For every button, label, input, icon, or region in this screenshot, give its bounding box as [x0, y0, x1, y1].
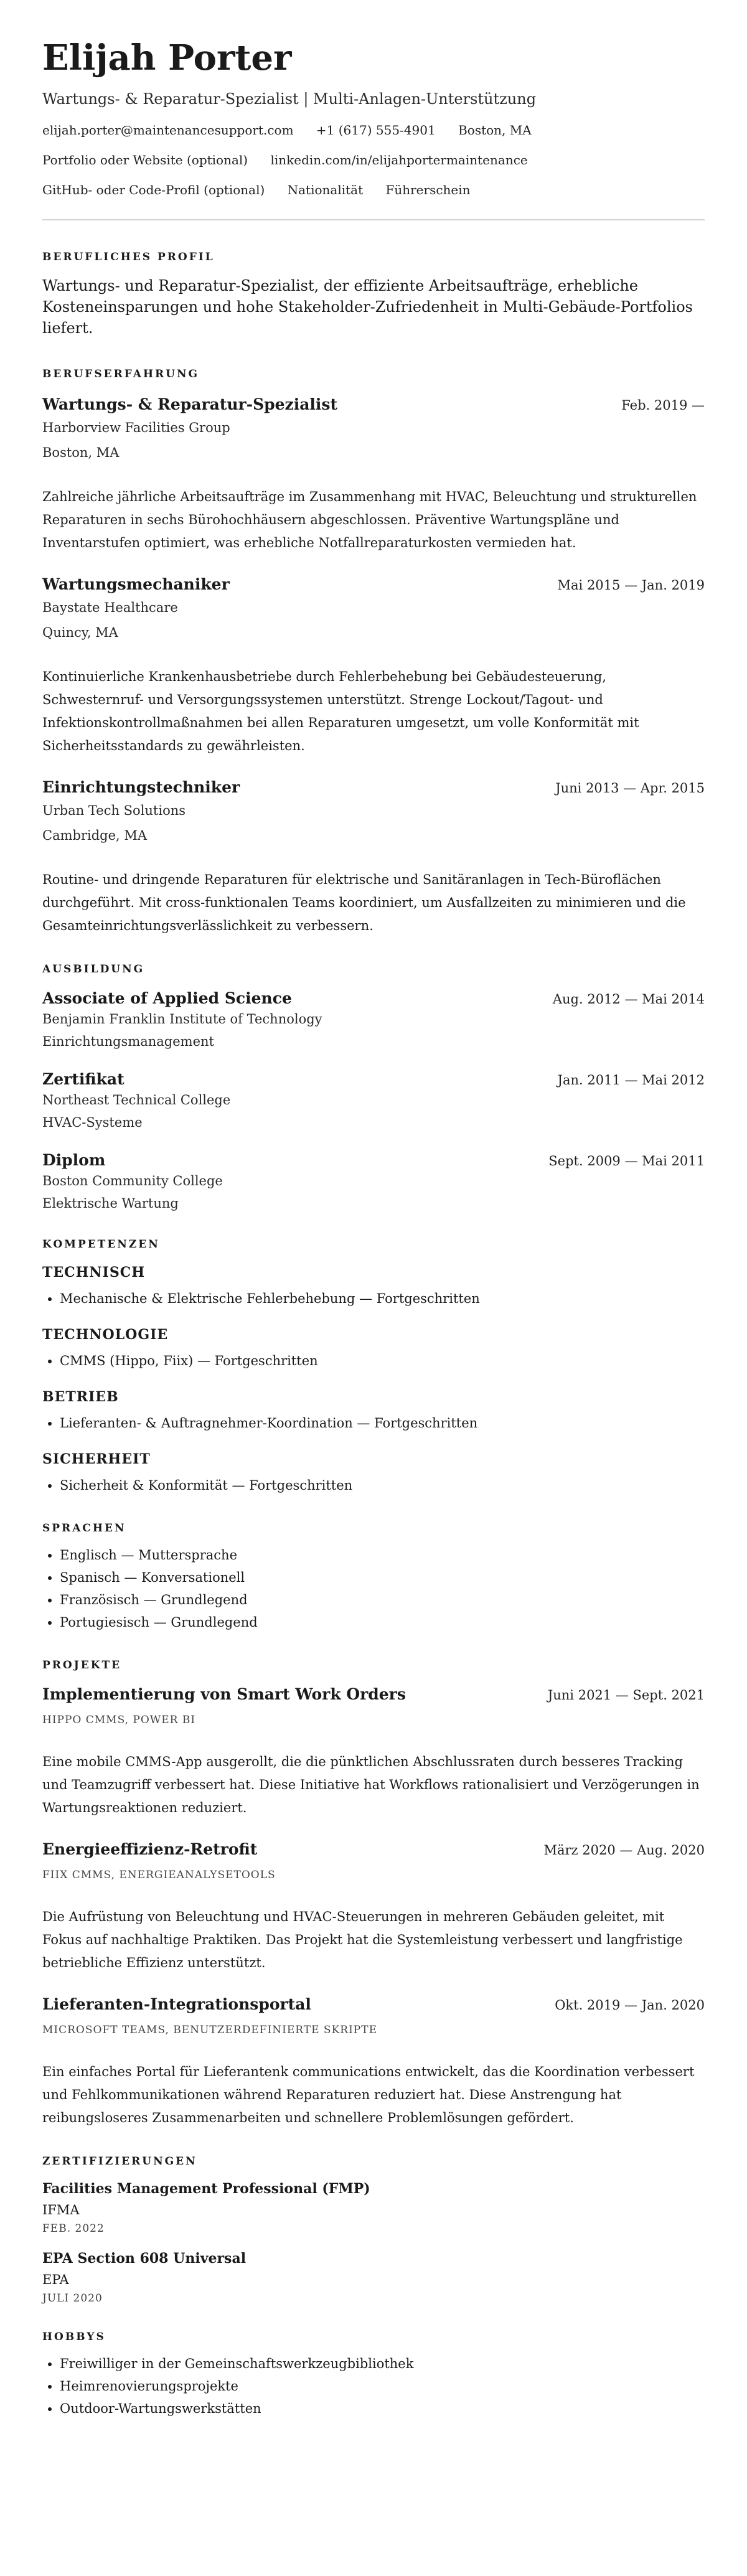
header-divider: [42, 219, 705, 220]
job-date: Feb. 2019 —: [621, 398, 705, 413]
job-date: Juni 2013 — Apr. 2015: [555, 781, 705, 796]
experience-entry: [42, 395, 705, 555]
skill-category: TECHNOLOGIE: [42, 1327, 169, 1343]
degree-title: Associate of Applied Science: [42, 989, 292, 1007]
degree-title: Zertifikat: [42, 1070, 125, 1088]
hobby-item: • Freiwilliger in der Gemeinschaftswerkzeugbibliothek: [60, 2353, 705, 2375]
language-item: • Spanisch — Konversationell: [60, 1566, 705, 1589]
project-date: Juni 2021 — Sept. 2021: [547, 1688, 705, 1703]
job-location: Boston, MA: [42, 445, 120, 460]
hobby-item: • Outdoor-Wartungswerkstätten: [60, 2397, 705, 2420]
school-name: Benjamin Franklin Institute of Technology: [42, 1012, 322, 1027]
contact-row-2: [42, 152, 705, 168]
school-name: Northeast Technical College: [42, 1093, 231, 1107]
job-title: Wartungs- & Reparatur-Spezialist: [42, 395, 338, 413]
school-name: Boston Community College: [42, 1173, 223, 1188]
education-entry: [42, 1069, 705, 1132]
profile-summary: Wartungs- und Reparatur-Spezialist, der effiziente Arbeitsaufträge, erhebliche Kosteneinsparungen und hohe Stakeholder-Zufriedenheit in Multi-Gebäude-Portfolios liefert.: [42, 277, 693, 337]
experience-entry: [42, 575, 705, 758]
location-text: Boston, MA: [458, 123, 532, 138]
study-field: HVAC-Systeme: [42, 1115, 143, 1130]
phone-text: +1 (617) 555-4901: [316, 123, 436, 138]
contact-row-3: [42, 182, 705, 198]
hobby-list: [42, 2353, 705, 2420]
job-description: Kontinuierliche Krankenhausbetriebe durch Fehlerbehebung bei Gebäudesteuerung, Schwesternruf- und Versorgungssystemen unterstützt. Strenge Lockout/Tagout- und Infektionskontrollmaßnahmen bei allen Reparaturen umgesetzt, um volle Konformität mit Sicherheitsstandards zu gewährleisten.: [42, 669, 639, 753]
projects-heading: PROJEKTE: [42, 1659, 122, 1671]
degree-title: Diplom: [42, 1151, 106, 1169]
project-entry: [42, 1995, 705, 2130]
study-field: Elektrische Wartung: [42, 1196, 179, 1211]
job-title: Wartungsmechaniker: [42, 575, 230, 593]
certification-entry: [42, 2179, 705, 2235]
profile-heading: BERUFLICHES PROFIL: [42, 251, 215, 263]
skill-list: [42, 1350, 705, 1372]
education-entry: [42, 1150, 705, 1213]
education-heading: AUSBILDUNG: [42, 963, 145, 975]
degree-date: Aug. 2012 — Mai 2014: [552, 992, 705, 1007]
certifications-heading: ZERTIFIZIERUNGEN: [42, 2155, 197, 2168]
portfolio-link[interactable]: Portfolio oder Website (optional): [42, 153, 248, 167]
skill-item: • Lieferanten- & Auftragnehmer-Koordination — Fortgeschritten: [60, 1412, 705, 1434]
degree-date: Jan. 2011 — Mai 2012: [557, 1073, 705, 1088]
skill-item: • CMMS (Hippo, Fiix) — Fortgeschritten: [60, 1350, 705, 1372]
skill-category: BETRIEB: [42, 1389, 119, 1405]
candidate-headline: Wartungs- & Reparatur-Spezialist | Multi-Anlagen-Unterstützung: [42, 90, 537, 108]
skill-item: • Mechanische & Elektrische Fehlerbehebung — Fortgeschritten: [60, 1287, 705, 1310]
skill-category: SICHERHEIT: [42, 1451, 151, 1467]
cert-name: EPA Section 608 Universal: [42, 2250, 247, 2267]
cert-issuer: IFMA: [42, 2202, 80, 2217]
job-title: Einrichtungstechniker: [42, 778, 240, 796]
degree-date: Sept. 2009 — Mai 2011: [548, 1154, 705, 1168]
linkedin-link[interactable]: linkedin.com/in/elijahportermaintenance: [270, 153, 528, 167]
cert-name: Facilities Management Professional (FMP): [42, 2181, 370, 2197]
skill-list: [42, 1412, 705, 1434]
project-description: Eine mobile CMMS-App ausgerollt, die die pünktlichen Abschlussraten durch besseres Tracking und Teamzugriff verbessert hat. Diese Initiative hat Workflows rationalisiert und Verzögerungen in Wartungsreaktionen reduziert.: [42, 1754, 700, 1815]
project-date: März 2020 — Aug. 2020: [543, 1843, 705, 1858]
job-company: Urban Tech Solutions: [42, 803, 186, 818]
skill-list: [42, 1287, 705, 1310]
project-title: Energieeffizienz-Retrofit: [42, 1840, 258, 1858]
language-list: [42, 1544, 705, 1634]
certification-entry: [42, 2249, 705, 2305]
license-text: Führerschein: [385, 182, 471, 197]
project-title: Implementierung von Smart Work Orders: [42, 1685, 406, 1703]
resume-header: [42, 36, 705, 198]
project-entry: [42, 1840, 705, 1975]
project-description: Die Aufrüstung von Beleuchtung und HVAC-Steuerungen in mehreren Gebäuden geleitet, mit Fokus auf nachhaltige Praktiken. Das Projekt hat die Systemleistung verbessert und langfristige betriebliche Effizienz unterstützt.: [42, 1909, 683, 1970]
cert-date: FEB. 2022: [42, 2222, 105, 2235]
email-link[interactable]: elijah.porter@maintenancesupport.com: [42, 123, 294, 138]
job-company: Harborview Facilities Group: [42, 420, 230, 435]
skills-heading: KOMPETENZEN: [42, 1238, 160, 1251]
project-entry: [42, 1685, 705, 1820]
contact-row-1: [42, 122, 705, 138]
skill-category: TECHNISCH: [42, 1264, 146, 1281]
project-description: Ein einfaches Portal für Lieferantenk communications entwickelt, das die Koordination verbessert und Fehlkommunikationen während Reparaturen reduziert hat. Diese Anstrengung hat reibungsloseres Zusammenarbeiten und schnellere Problemlösungen gefördert.: [42, 2064, 695, 2125]
project-date: Okt. 2019 — Jan. 2020: [555, 1998, 705, 2013]
project-tech: MICROSOFT TEAMS, BENUTZERDEFINIERTE SKRIPTE: [42, 2024, 377, 2036]
project-tech: FIIX CMMS, ENERGIEANALYSETOOLS: [42, 1869, 276, 1881]
github-link[interactable]: GitHub- oder Code-Profil (optional): [42, 182, 265, 197]
language-item: • Portugiesisch — Grundlegend: [60, 1611, 705, 1634]
languages-heading: SPRACHEN: [42, 1522, 126, 1535]
cert-date: JULI 2020: [42, 2292, 103, 2305]
job-company: Baystate Healthcare: [42, 600, 178, 615]
project-tech: HIPPO CMMS, POWER BI: [42, 1714, 196, 1726]
skill-list: [42, 1474, 705, 1497]
job-description: Routine- und dringende Reparaturen für elektrische und Sanitäranlagen in Tech-Büroflächen durchgeführt. Mit cross-funktionalen Teams koordiniert, um Ausfallzeiten zu minimieren und die Gesamteinrichtungsverlässlichkeit zu verbessern.: [42, 872, 686, 933]
job-location: Quincy, MA: [42, 625, 118, 640]
candidate-name: Elijah Porter: [42, 37, 292, 78]
job-description: Zahlreiche jährliche Arbeitsaufträge im Zusammenhang mit HVAC, Beleuchtung und strukturellen Reparaturen in sechs Bürohochhäusern abgeschlossen. Präventive Wartungspläne und Inventarstufen optimiert, was erhebliche Notfallreparaturkosten vermieden hat.: [42, 489, 697, 550]
job-date: Mai 2015 — Jan. 2019: [557, 578, 705, 593]
education-entry: [42, 989, 705, 1051]
experience-entry: [42, 778, 705, 938]
nationality-text: Nationalität: [287, 182, 364, 197]
hobbies-heading: HOBBYS: [42, 2331, 106, 2343]
skill-item: • Sicherheit & Konformität — Fortgeschritten: [60, 1474, 705, 1497]
job-location: Cambridge, MA: [42, 828, 148, 843]
language-item: • Englisch — Muttersprache: [60, 1544, 705, 1566]
cert-issuer: EPA: [42, 2272, 69, 2287]
project-title: Lieferanten-Integrationsportal: [42, 1995, 311, 2013]
study-field: Einrichtungsmanagement: [42, 1034, 214, 1049]
language-item: • Französisch — Grundlegend: [60, 1589, 705, 1611]
experience-heading: BERUFSERFAHRUNG: [42, 368, 200, 380]
hobby-item: • Heimrenovierungsprojekte: [60, 2375, 705, 2397]
